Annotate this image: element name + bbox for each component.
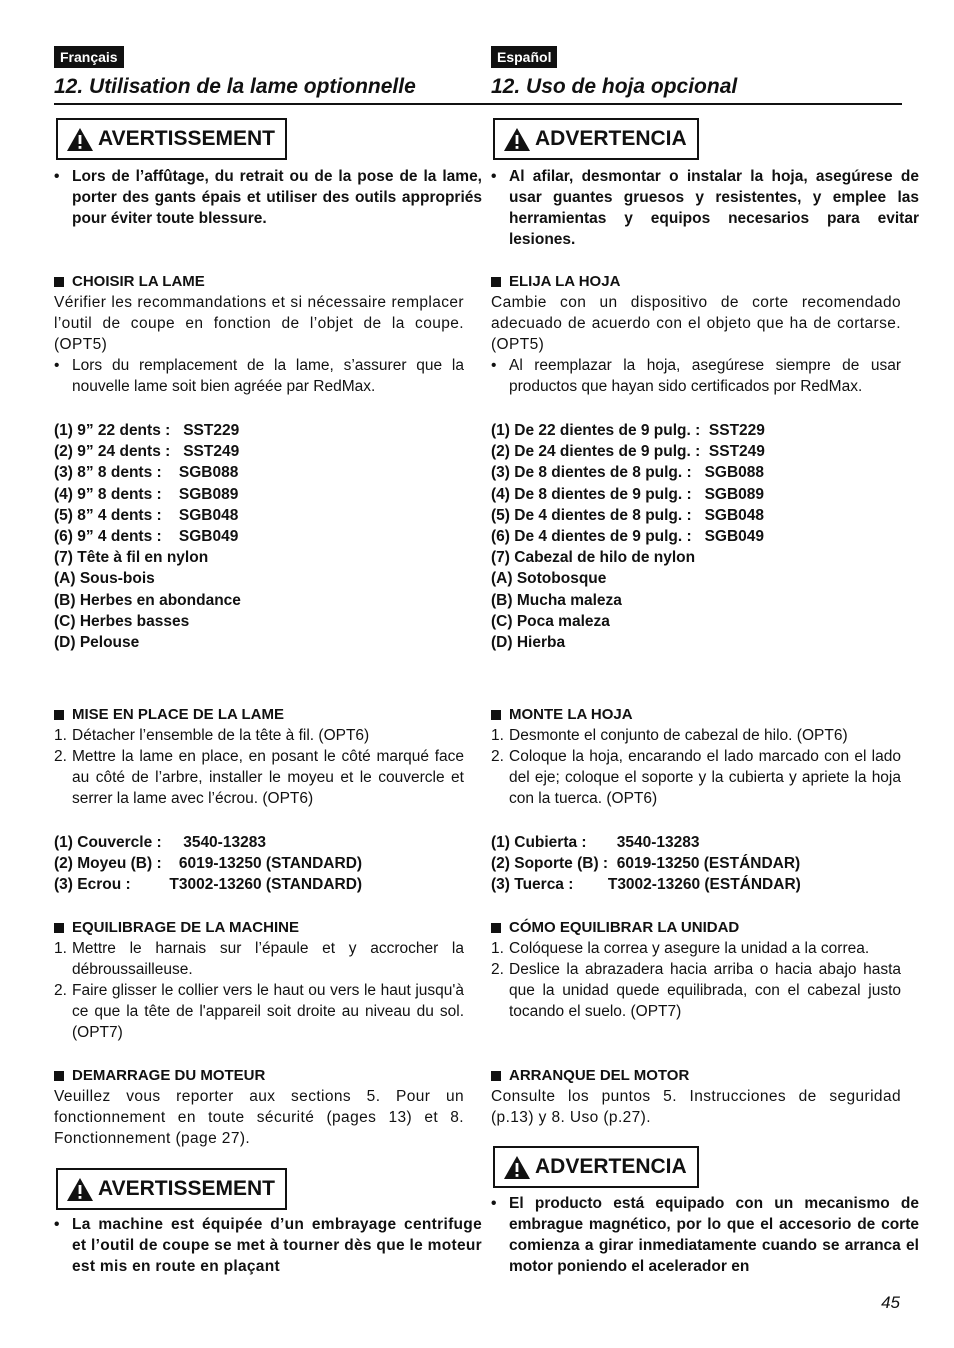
section-heading: EQUILIBRAGE DE LA MACHINE	[72, 919, 299, 936]
list-item: (B) Herbes en abondance	[54, 591, 241, 609]
choose-section	[491, 271, 901, 397]
step-text: Deslice la abrazadera hacia arriba o hacia abajo hasta que la unidad quede equilibrada, con el cabezal justo tocando el suelo. (OPT7)	[509, 961, 901, 1020]
blade-list	[491, 420, 901, 653]
paragraph: Consulte los puntos 5. Instrucciones de seguridad (p.13) y 8. Uso (p.27).	[491, 1088, 901, 1126]
section-heading: DEMARRAGE DU MOTEUR	[72, 1067, 266, 1084]
numbered-step	[491, 725, 901, 746]
list-item: (6) De 4 dientes de 9 pulg. : SGB049	[491, 528, 765, 546]
list-item: (6) 9” 4 dents : SGB049	[54, 528, 239, 546]
parts-list	[491, 832, 901, 896]
list-item: (1) 9” 22 dents : SST229	[54, 422, 240, 439]
step-text: Détacher l’ensemble de la tête à fil. (OPT6)	[72, 727, 370, 744]
square-bullet-icon	[54, 1071, 64, 1081]
list-item: (3) 8” 8 dents : SGB088	[54, 464, 239, 482]
step-number: 2.	[54, 748, 67, 765]
section-heading: ARRANQUE DEL MOTOR	[509, 1067, 690, 1084]
warning-text: • El producto está equipado con un mecanismo de embrague magnético, por lo que el accesorio de corte comienza a girar inmediatamente cuando se arranca el motor poniendo el acelerador en	[491, 1193, 919, 1277]
warning-triangle-icon	[66, 127, 94, 152]
square-bullet-icon	[491, 277, 501, 287]
step-text: Mettre le harnais sur l’épaule et y accrocher la débroussailleuse.	[72, 940, 464, 978]
list-item: (2) Soporte (B) : 6019-13250 (ESTÁNDAR)	[491, 855, 801, 873]
step-number: 1.	[491, 727, 504, 744]
list-item: (2) 9” 24 dents : SST249	[54, 443, 240, 461]
warning-label: AVERTISSEMENT	[98, 127, 275, 150]
square-bullet-icon	[491, 923, 501, 933]
warning-label: ADVERTENCIA	[535, 1155, 687, 1178]
warning-label: AVERTISSEMENT	[98, 1177, 275, 1200]
list-item: (2) Moyeu (B) : 6019-13250 (STANDARD)	[54, 855, 363, 873]
square-bullet-icon	[491, 710, 501, 720]
step-text: Faire glisser le collier vers le haut ou vers le haut jusqu'à ce que la tête de l'appareil soit droite au niveau du sol. (OPT7)	[72, 982, 464, 1041]
column-spanish	[491, 46, 919, 1275]
warning-text: • La machine est équipée d’un embrayage centrifuge et l’outil de coupe se met à tourner dès que le moteur est mis en route en plaçant	[54, 1214, 482, 1277]
step-number: 1.	[491, 940, 504, 957]
start-section	[54, 1065, 464, 1149]
list-item: (3) Ecrou : T3002-13260 (STANDARD)	[54, 876, 363, 894]
list-item: (D) Pelouse	[54, 634, 140, 652]
step-number: 2.	[491, 961, 504, 978]
numbered-step	[491, 938, 901, 959]
parts-list	[54, 832, 464, 896]
list-item: (3) Tuerca : T3002-13260 (ESTÁNDAR)	[491, 876, 801, 894]
step-text: Colóquese la correa y asegure la unidad a la correa.	[509, 940, 870, 957]
numbered-step	[54, 980, 464, 1043]
list-item: (1) De 22 dientes de 9 pulg. : SST229	[491, 422, 765, 439]
list-item: (4) 9” 8 dents : SGB089	[54, 485, 239, 503]
choose-section	[54, 271, 464, 397]
step-number: 2.	[54, 982, 67, 999]
paragraph: Veuillez vous reporter aux sections 5. Pour un fonctionnement en toute sécurité (pages 13) et 8. Fonctionnement (page 27).	[54, 1088, 464, 1147]
balance-section	[491, 917, 901, 1022]
mount-section	[491, 704, 901, 809]
warning-box	[56, 1168, 287, 1210]
paragraph: Cambie con un dispositivo de corte recomendado adecuado de acuerdo con el objeto que ha de cortarse. (OPT5)	[491, 294, 901, 353]
step-number: 1.	[54, 940, 67, 957]
list-item: (D) Hierba	[491, 634, 566, 652]
warning-triangle-icon	[503, 127, 531, 152]
section-heading: CÓMO EQUILIBRAR LA UNIDAD	[509, 919, 740, 936]
start-section	[491, 1065, 901, 1128]
numbered-step	[491, 746, 901, 809]
warning-box	[493, 1146, 699, 1188]
step-text: Desmonte el conjunto de cabezal de hilo. (OPT6)	[509, 727, 848, 744]
warning-box	[493, 118, 699, 160]
bullet-item: • Lors du remplacement de la lame, s’assurer que la nouvelle lame soit bien agréée par RedMax.	[54, 355, 464, 397]
list-item: (B) Mucha maleza	[491, 591, 622, 609]
warning-box	[56, 118, 287, 160]
warning-text: • Al afilar, desmontar o instalar la hoja, asegúrese de usar guantes gruesos y resistentes, y emplee las herramientas y equipos necesarios para evitar lesiones.	[491, 166, 919, 250]
page-number: 45	[881, 1293, 900, 1312]
list-item: (7) Tête à fil en nylon	[54, 549, 209, 567]
step-number: 1.	[54, 727, 67, 744]
list-item: (5) 8” 4 dents : SGB048	[54, 506, 239, 524]
numbered-step	[54, 746, 464, 809]
language-tag: Français	[54, 46, 124, 68]
numbered-step	[54, 938, 464, 980]
section-heading: MONTE LA HOJA	[509, 706, 633, 723]
paragraph: Vérifier les recommandations et si nécessaire remplacer l’outil de coupe en fonction de l’objet de la coupe. (OPT5)	[54, 294, 464, 353]
square-bullet-icon	[54, 277, 64, 287]
warning-text: • Lors de l’affûtage, du retrait ou de la pose de la lame, porter des gants épais et utiliser des outils appropriés pour éviter toute blessure.	[54, 166, 482, 229]
step-number: 2.	[491, 748, 504, 765]
warning-label: ADVERTENCIA	[535, 127, 687, 150]
square-bullet-icon	[54, 710, 64, 720]
list-item: (3) De 8 dientes de 8 pulg. : SGB088	[491, 464, 765, 482]
section-title: 12. Uso de hoja opcional	[491, 75, 738, 98]
section-title: 12. Utilisation de la lame optionnelle	[54, 75, 416, 98]
step-text: Coloque la hoja, encarando el lado marcado con el lado del eje; coloque el soporte y la cubierta y apriete la hoja con la tuerca. (OPT6)	[509, 748, 901, 807]
list-item: (C) Poca maleza	[491, 612, 610, 630]
language-tag: Español	[491, 46, 557, 68]
section-heading: MISE EN PLACE DE LA LAME	[72, 706, 284, 723]
blade-list	[54, 420, 464, 653]
section-heading: CHOISIR LA LAME	[72, 273, 205, 290]
list-item: (A) Sotobosque	[491, 570, 607, 588]
section-heading: ELIJA LA HOJA	[509, 273, 621, 290]
list-item: (2) De 24 dientes de 9 pulg. : SST249	[491, 443, 765, 461]
list-item: (A) Sous-bois	[54, 570, 155, 588]
header-rule	[54, 103, 902, 105]
warning-triangle-icon	[503, 1155, 531, 1180]
list-item: (1) Cubierta : 3540-13283	[491, 834, 700, 851]
list-item: (5) De 4 dientes de 8 pulg. : SGB048	[491, 506, 765, 524]
step-text: Mettre la lame en place, en posant le côté marqué face au côté de l’arbre, installer le moyeu et le couvercle et serrer la lame avec l’écrou. (OPT6)	[72, 748, 464, 807]
square-bullet-icon	[491, 1071, 501, 1081]
square-bullet-icon	[54, 923, 64, 933]
warning-triangle-icon	[66, 1177, 94, 1202]
list-item: (C) Herbes basses	[54, 612, 190, 630]
mount-section	[54, 704, 464, 809]
numbered-step	[54, 725, 464, 746]
list-item: (4) De 8 dientes de 9 pulg. : SGB089	[491, 485, 765, 503]
bullet-item: • Al reemplazar la hoja, asegúrese siempre de usar productos que hayan sido certificados por RedMax.	[491, 355, 901, 397]
list-item: (1) Couvercle : 3540-13283	[54, 834, 266, 851]
list-item: (7) Cabezal de hilo de nylon	[491, 549, 696, 567]
numbered-step	[491, 959, 901, 1022]
column-french	[54, 46, 482, 1275]
balance-section	[54, 917, 464, 1043]
